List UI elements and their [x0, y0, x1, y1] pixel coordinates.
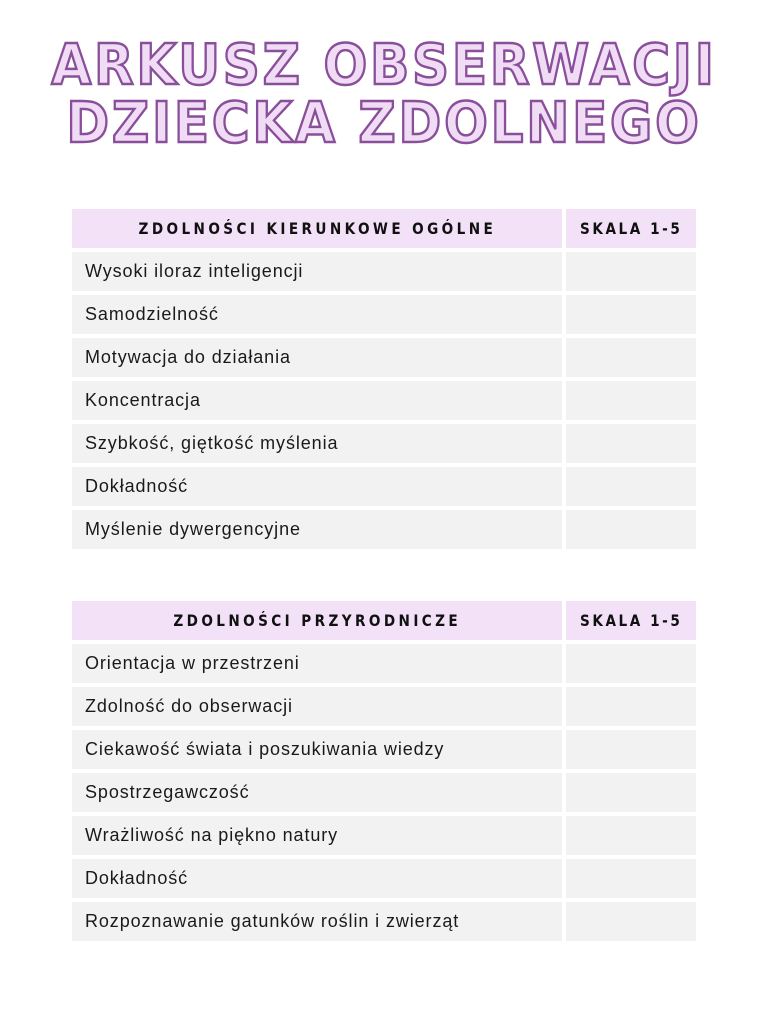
- row-label: Dokładność: [72, 467, 562, 506]
- table-row: [72, 644, 696, 683]
- score-cell[interactable]: [566, 644, 696, 683]
- row-label: Wysoki iloraz inteligencji: [72, 252, 562, 291]
- score-cell[interactable]: [566, 424, 696, 463]
- table-row: [72, 467, 696, 506]
- table-header-label: [72, 601, 562, 640]
- table-row: [72, 730, 696, 769]
- row-label: Spostrzegawczość: [72, 773, 562, 812]
- title-line-1: ARKUSZ OBSERWACJI: [51, 33, 717, 98]
- table-row: [72, 773, 696, 812]
- score-cell[interactable]: [566, 773, 696, 812]
- score-cell[interactable]: [566, 338, 696, 377]
- table-row: [72, 381, 696, 420]
- score-cell[interactable]: [566, 816, 696, 855]
- table-row: [72, 338, 696, 377]
- table-row: [72, 902, 696, 941]
- scale-header-text: SKALA 1-5: [579, 611, 683, 630]
- table-row: [72, 295, 696, 334]
- table-row: [72, 252, 696, 291]
- row-label: Orientacja w przestrzeni: [72, 644, 562, 683]
- row-label: Motywacja do działania: [72, 338, 562, 377]
- row-label: Szybkość, giętkość myślenia: [72, 424, 562, 463]
- row-label: Ciekawość świata i poszukiwania wiedzy: [72, 730, 562, 769]
- row-label: Samodzielność: [72, 295, 562, 334]
- row-label: Rozpoznawanie gatunków roślin i zwierząt: [72, 902, 562, 941]
- score-cell[interactable]: [566, 295, 696, 334]
- scale-header-text: SKALA 1-5: [579, 219, 683, 238]
- row-label: Dokładność: [72, 859, 562, 898]
- table-header-scale: [566, 209, 696, 248]
- table-row: [72, 424, 696, 463]
- title-line-2: DZIECKA ZDOLNEGO: [66, 91, 702, 156]
- score-cell[interactable]: [566, 381, 696, 420]
- table-row: [72, 816, 696, 855]
- score-cell[interactable]: [566, 730, 696, 769]
- table-header-row: [72, 209, 696, 248]
- table-header-text: ZDOLNOŚCI PRZYRODNICZE: [173, 611, 461, 630]
- table-nature-abilities: [72, 601, 696, 941]
- table-header-label: [72, 209, 562, 248]
- row-label: Myślenie dywergencyjne: [72, 510, 562, 549]
- table-general-abilities: [72, 209, 696, 549]
- score-cell[interactable]: [566, 510, 696, 549]
- score-cell[interactable]: [566, 902, 696, 941]
- table-row: [72, 510, 696, 549]
- row-label: Koncentracja: [72, 381, 562, 420]
- table-row: [72, 859, 696, 898]
- page-title: [0, 33, 768, 156]
- row-label: Zdolność do obserwacji: [72, 687, 562, 726]
- table-row: [72, 687, 696, 726]
- table-header-scale: [566, 601, 696, 640]
- score-cell[interactable]: [566, 859, 696, 898]
- table-header-row: [72, 601, 696, 640]
- score-cell[interactable]: [566, 252, 696, 291]
- row-label: Wrażliwość na piękno natury: [72, 816, 562, 855]
- score-cell[interactable]: [566, 467, 696, 506]
- table-header-text: ZDOLNOŚCI KIERUNKOWE OGÓLNE: [138, 219, 496, 238]
- score-cell[interactable]: [566, 687, 696, 726]
